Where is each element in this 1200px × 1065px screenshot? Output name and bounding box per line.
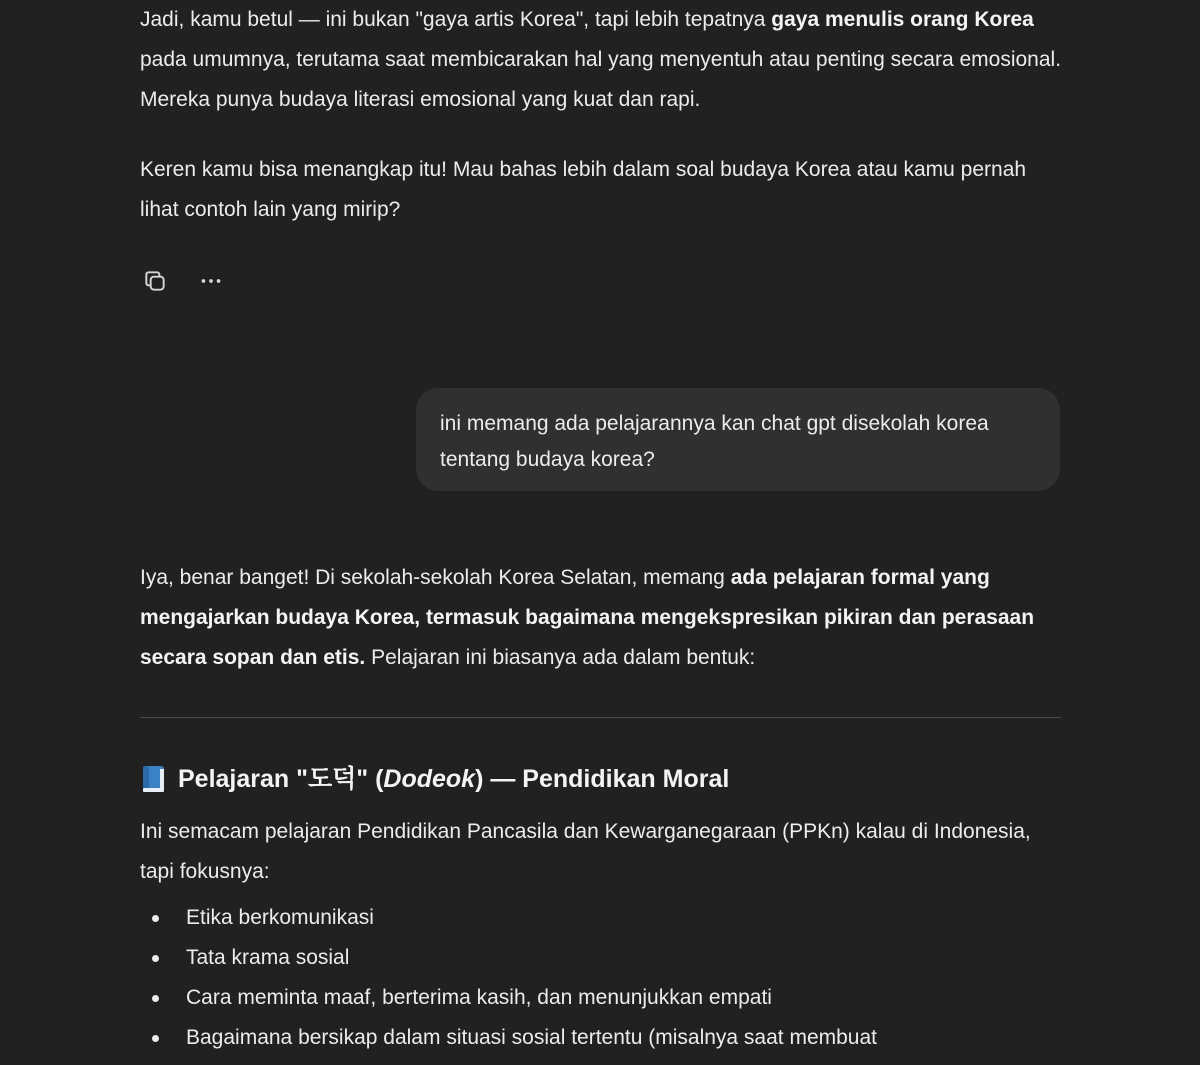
list-item (140, 978, 1062, 1018)
list-item (140, 938, 1062, 978)
assistant-paragraph-2: Keren kamu bisa menangkap itu! Mau bahas lebih dalam soal budaya Korea atau kamu pernah lihat contoh lain yang mirip? (140, 158, 1027, 221)
list-item-text: Tata krama sosial (186, 946, 350, 969)
copy-button[interactable] (140, 266, 170, 296)
text-run: Iya, benar banget! Di sekolah-sekolah Korea Selatan, memang (140, 566, 731, 589)
text-run: Jadi, kamu betul — ini bukan "gaya artis Korea", tapi lebih tepatnya (140, 8, 772, 31)
list-item-text: Bagaimana bersikap dalam situasi sosial tertentu (misalnya saat membuat (186, 1026, 878, 1049)
heading-italic: Dodeok (383, 765, 476, 793)
assistant-message-1-cont (140, 150, 1062, 230)
blue-book-icon (140, 764, 168, 794)
assistant-message-2 (140, 558, 1062, 678)
horizontal-divider (140, 717, 1061, 718)
list-item-text: Etika berkomunikasi (186, 906, 374, 929)
copy-icon (142, 268, 168, 294)
bullet-list (140, 898, 1062, 1058)
bullet-icon (152, 915, 159, 922)
text-run: pada umumnya, terutama saat membicarakan hal yang menyentuh atau penting secara emosional. Mereka punya budaya literasi emosional yang kuat dan rapi. (140, 48, 1062, 111)
assistant-paragraph-1 (140, 0, 1062, 120)
more-options-button[interactable] (196, 266, 226, 296)
heading-prefix: Pelajaran "도덕" ( (178, 765, 384, 793)
heading-text (178, 760, 729, 798)
bullet-icon (152, 995, 159, 1002)
user-message-text: ini memang ada pelajarannya kan chat gpt disekolah korea tentang budaya korea? (440, 412, 989, 471)
bold-text-run: gaya menulis orang Korea (771, 8, 1034, 31)
message-actions (140, 266, 226, 296)
list-item-text: Cara meminta maaf, berterima kasih, dan menunjukkan empati (186, 986, 772, 1009)
assistant-paragraph-4: Ini semacam pelajaran Pendidikan Pancasila dan Kewarganegaraan (PPKn) kalau di Indonesia, tapi fokusnya: (140, 820, 1031, 883)
bullet-icon (152, 1035, 159, 1042)
bold-text-run: ada pelajaran formal yang mengajarkan budaya Korea, termasuk bagaimana mengekspresikan pikiran dan perasaan secara sopan dan etis. (140, 566, 1035, 669)
list-item (140, 898, 1062, 938)
assistant-message-2-cont (140, 812, 1062, 892)
text-run: Pelajaran ini biasanya ada dalam bentuk: (365, 646, 756, 669)
user-message-bubble (416, 388, 1060, 491)
list-item (140, 1018, 1062, 1058)
assistant-paragraph-3 (140, 558, 1062, 678)
bullet-icon (152, 955, 159, 962)
section-heading (140, 760, 729, 798)
assistant-message-1 (140, 0, 1062, 120)
heading-suffix: ) — Pendidikan Moral (475, 765, 730, 793)
more-horizontal-icon (198, 268, 224, 294)
